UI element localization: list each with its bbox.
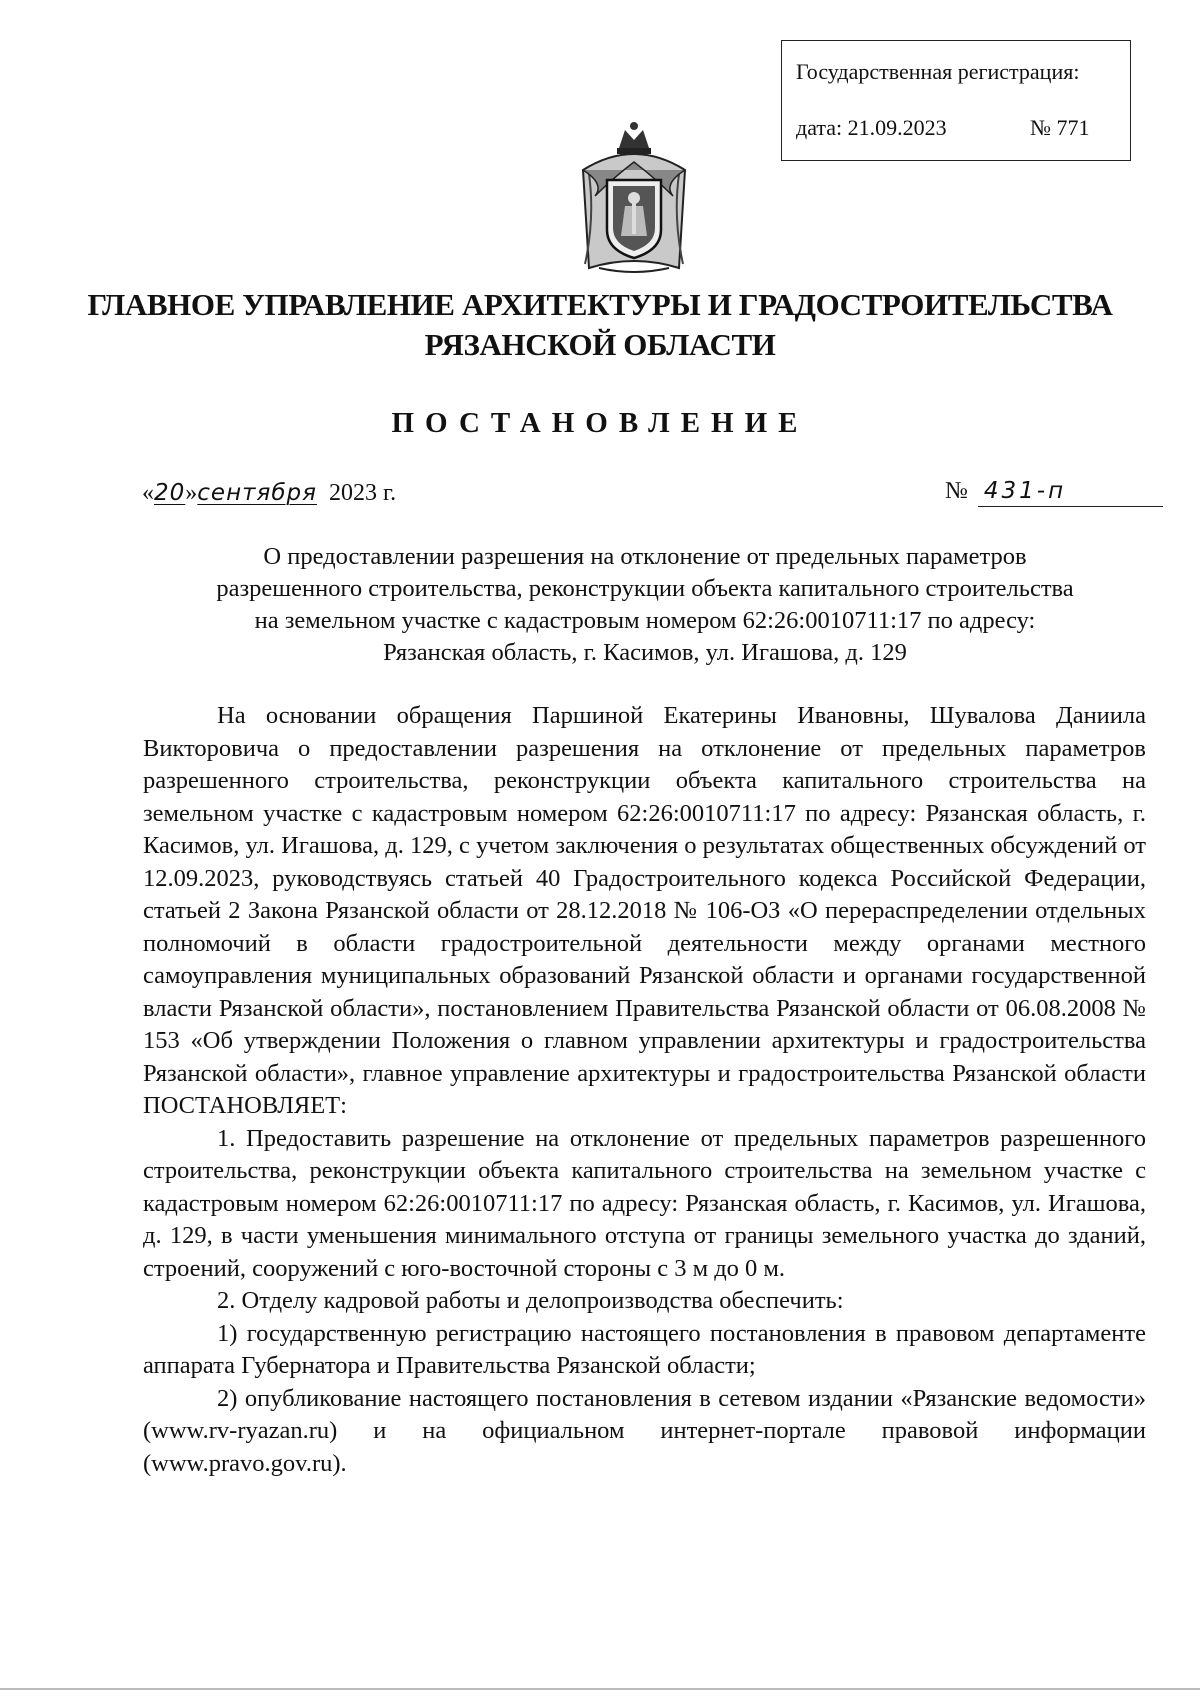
date-close-quote: » bbox=[185, 480, 198, 506]
document-body bbox=[143, 700, 1146, 1480]
date-open-quote: « bbox=[142, 480, 154, 506]
organization-name-line1: ГЛАВНОЕ УПРАВЛЕНИЕ АРХИТЕКТУРЫ И ГРАДОСТРОИТЕЛЬСТВА bbox=[87, 287, 1113, 322]
item-1-paragraph: 1. Предоставить разрешение на отклонение от предельных параметров разрешенного строительства, реконструкции объекта капитального строительства на земельном участке с кадастровым номером 62:26:0010711:17 по адресу: Рязанская область, г. Касимов, ул. Игашова, д. 129, в части уменьшения минимального отступа от границы земельного участка до зданий, строений, сооружений с юго-восточной стороны с 3 м до 0 м. bbox=[143, 1124, 1146, 1282]
document-number bbox=[945, 476, 1163, 507]
registration-title: Государственная регистрация: bbox=[796, 59, 1080, 84]
number-value: 431-п bbox=[978, 476, 1163, 507]
preamble-paragraph: На основании обращения Паршиной Екатерины Ивановны, Шувалова Даниила Викторовича о предоставлении разрешения на отклонение от предельных параметров разрешенного строительства, реконструкции объекта капитального строительства на земельном участке с кадастровым номером 62:26:0010711:17 по адресу: Рязанская область, г. Касимов, ул. Игашова, д. 129, с учетом заключения о результатах общественных обсуждений от 12.09.2023, руководствуясь статьей 40 Градостроительного кодекса Российской Федерации, статьей 2 Закона Рязанской области от 28.12.2018 № 106-ОЗ «О перераспределении отдельных полномочий в области градостроительной деятельности между органами местного самоуправления муниципальных образований Рязанской области и органами государственной власти Рязанской области», постановлением Правительства Рязанской области от 06.08.2008 № 153 «Об утверждении Положения о главном управлении архитектуры и градостроительства Рязанской области», главное управление архитектуры и градостроительства Рязанской области ПОСТАНОВЛЯЕТ: bbox=[143, 702, 1146, 1119]
ryazan-oblast-coat-of-arms-icon bbox=[575, 118, 693, 278]
registration-details bbox=[796, 117, 1116, 139]
page-bottom-edge bbox=[0, 1688, 1200, 1690]
subject-line: на земельном участке с кадастровым номером 62:26:0010711:17 по адресу: bbox=[254, 607, 1036, 634]
item-2-1-paragraph: 1) государственную регистрацию настоящего постановления в правовом департаменте аппарата Губернатора и Правительства Рязанской области; bbox=[143, 1319, 1146, 1379]
document-type-title: ПОСТАНОВЛЕНИЕ bbox=[391, 407, 809, 439]
subject-line: О предоставлении разрешения на отклонение от предельных параметров bbox=[263, 543, 1027, 570]
item-2-2-paragraph: 2) опубликование настоящего постановления в сетевом издании «Рязанские ведомости» (www.rv-ryazan.ru) и на официальном интернет-портале правовой информации (www.pravo.gov.ru). bbox=[143, 1384, 1146, 1477]
number-prefix: № bbox=[945, 478, 968, 504]
state-registration-stamp bbox=[781, 40, 1131, 161]
document-date bbox=[142, 478, 396, 508]
document-subject bbox=[140, 541, 1150, 669]
subject-line: разрешенного строительства, реконструкции объекта капитального строительства bbox=[216, 575, 1074, 602]
date-month: сентября bbox=[197, 480, 317, 506]
organization-name-line2: РЯЗАНСКОЙ ОБЛАСТИ bbox=[424, 327, 776, 362]
registration-date: дата: 21.09.2023 bbox=[796, 115, 947, 140]
subject-line: Рязанская область, г. Касимов, ул. Игашова, д. 129 bbox=[383, 639, 907, 666]
date-day: 20 bbox=[154, 480, 186, 506]
item-2-paragraph: 2. Отделу кадровой работы и делопроизводства обеспечить: bbox=[217, 1287, 844, 1314]
registration-number: № 771 bbox=[1030, 115, 1090, 140]
date-year: 2023 г. bbox=[328, 480, 397, 506]
